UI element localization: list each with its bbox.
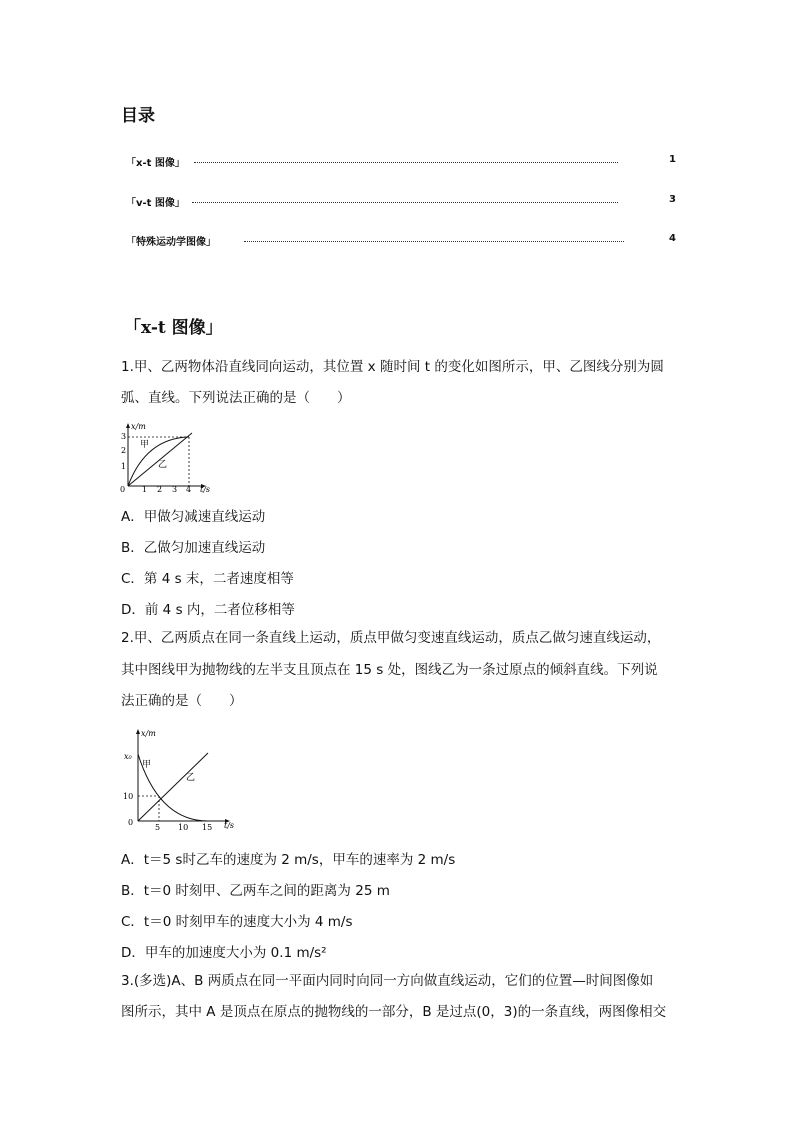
toc-title: 目录 — [121, 106, 155, 126]
toc-item-page: 4 — [669, 233, 676, 244]
q2-x-label: t/s — [224, 821, 235, 830]
q1-y-axis-arrow — [126, 423, 130, 428]
q1-option-d[interactable]: D．前 4 s 内，二者位移相等 — [121, 602, 295, 618]
q1-x-tick-4: 4 — [186, 485, 192, 494]
q1-stem-line1: 1.甲、乙两物体沿直线同向运动，其位置 x 随时间 t 的变化如图所示，甲、乙图线分别为圆 — [121, 359, 664, 375]
q2-option-d[interactable]: D．甲车的加速度大小为 0.1 m/s² — [121, 945, 327, 961]
q2-x-tick-10: 10 — [178, 823, 189, 832]
toc-item-label: 「特殊运动学图像」 — [126, 237, 216, 248]
q2-option-b[interactable]: B．t＝0 时刻甲、乙两车之间的距离为 25 m — [121, 883, 390, 899]
toc-item-label: 「x-t 图像」 — [126, 158, 185, 169]
toc-item-xt[interactable] — [126, 154, 676, 168]
q2-figure — [118, 726, 242, 834]
q1-x-tick-2: 2 — [157, 485, 163, 494]
q3-stem-line1: 3.(多选)A、B 两质点在同一平面内同时向同一方向做直线运动，它们的位置—时间图像如 — [121, 973, 654, 989]
toc-leader-dots — [244, 241, 624, 242]
q2-curve-label-yi: 乙 — [186, 773, 196, 783]
q1-curve-label-yi: 乙 — [158, 460, 168, 470]
q2-option-c[interactable]: C．t＝0 时刻甲车的速度大小为 4 m/s — [121, 914, 353, 930]
q2-stem-line2: 其中图线甲为抛物线的左半支且顶点在 15 s 处，图线乙为一条过原点的倾斜直线。下列说 — [121, 662, 658, 678]
q2-x-tick-5: 5 — [155, 823, 161, 832]
section-heading: 「x-t 图像」 — [124, 318, 223, 338]
toc-item-special[interactable] — [126, 233, 676, 247]
q2-curve-label-jia: 甲 — [142, 760, 152, 770]
q1-option-a[interactable]: A．甲做匀减速直线运动 — [121, 509, 266, 525]
q2-y-tick-x0: x₀ — [124, 752, 132, 761]
q1-option-c[interactable]: C．第 4 s 末，二者速度相等 — [121, 571, 294, 587]
q2-x-tick-15: 15 — [202, 823, 213, 832]
q1-curve-label-jia: 甲 — [140, 440, 150, 450]
q2-y-axis-arrow — [136, 729, 140, 734]
q1-stem-line2: 弧、直线。下列说法正确的是（ ） — [121, 390, 351, 406]
q3-stem-line2: 图所示，其中 A 是顶点在原点的抛物线的一部分，B 是过点(0，3)的一条直线，两图像相交 — [121, 1004, 667, 1020]
toc-leader-dots — [192, 202, 618, 203]
q1-x-label: t/s — [200, 485, 211, 494]
q1-y-tick-1: 1 — [121, 462, 127, 471]
toc-item-page: 1 — [669, 154, 676, 165]
q1-y-tick-3: 3 — [121, 432, 127, 441]
q1-figure — [118, 420, 218, 494]
q2-y-label: x/m — [141, 729, 156, 738]
q2-option-a[interactable]: A．t＝5 s时乙车的速度为 2 m/s，甲车的速率为 2 m/s — [121, 852, 456, 868]
toc-leader-dots — [194, 162, 618, 163]
q1-y-label: x/m — [131, 422, 146, 431]
q1-x-tick-1: 1 — [142, 485, 148, 494]
toc-item-label: 「v-t 图像」 — [126, 198, 185, 209]
q1-y-tick-2: 2 — [121, 446, 127, 455]
toc-item-vt[interactable] — [126, 194, 676, 208]
q2-stem-line3: 法正确的是（ ） — [121, 693, 243, 709]
q1-origin: 0 — [120, 485, 126, 494]
toc-item-page: 3 — [669, 194, 676, 205]
q1-option-b[interactable]: B．乙做匀加速直线运动 — [121, 540, 266, 556]
q2-origin: 0 — [128, 818, 134, 827]
q2-y-tick-10: 10 — [123, 792, 134, 801]
q2-stem-line1: 2.甲、乙两质点在同一条直线上运动，质点甲做匀变速直线运动，质点乙做匀速直线运动， — [121, 630, 661, 646]
q1-x-tick-3: 3 — [172, 485, 178, 494]
